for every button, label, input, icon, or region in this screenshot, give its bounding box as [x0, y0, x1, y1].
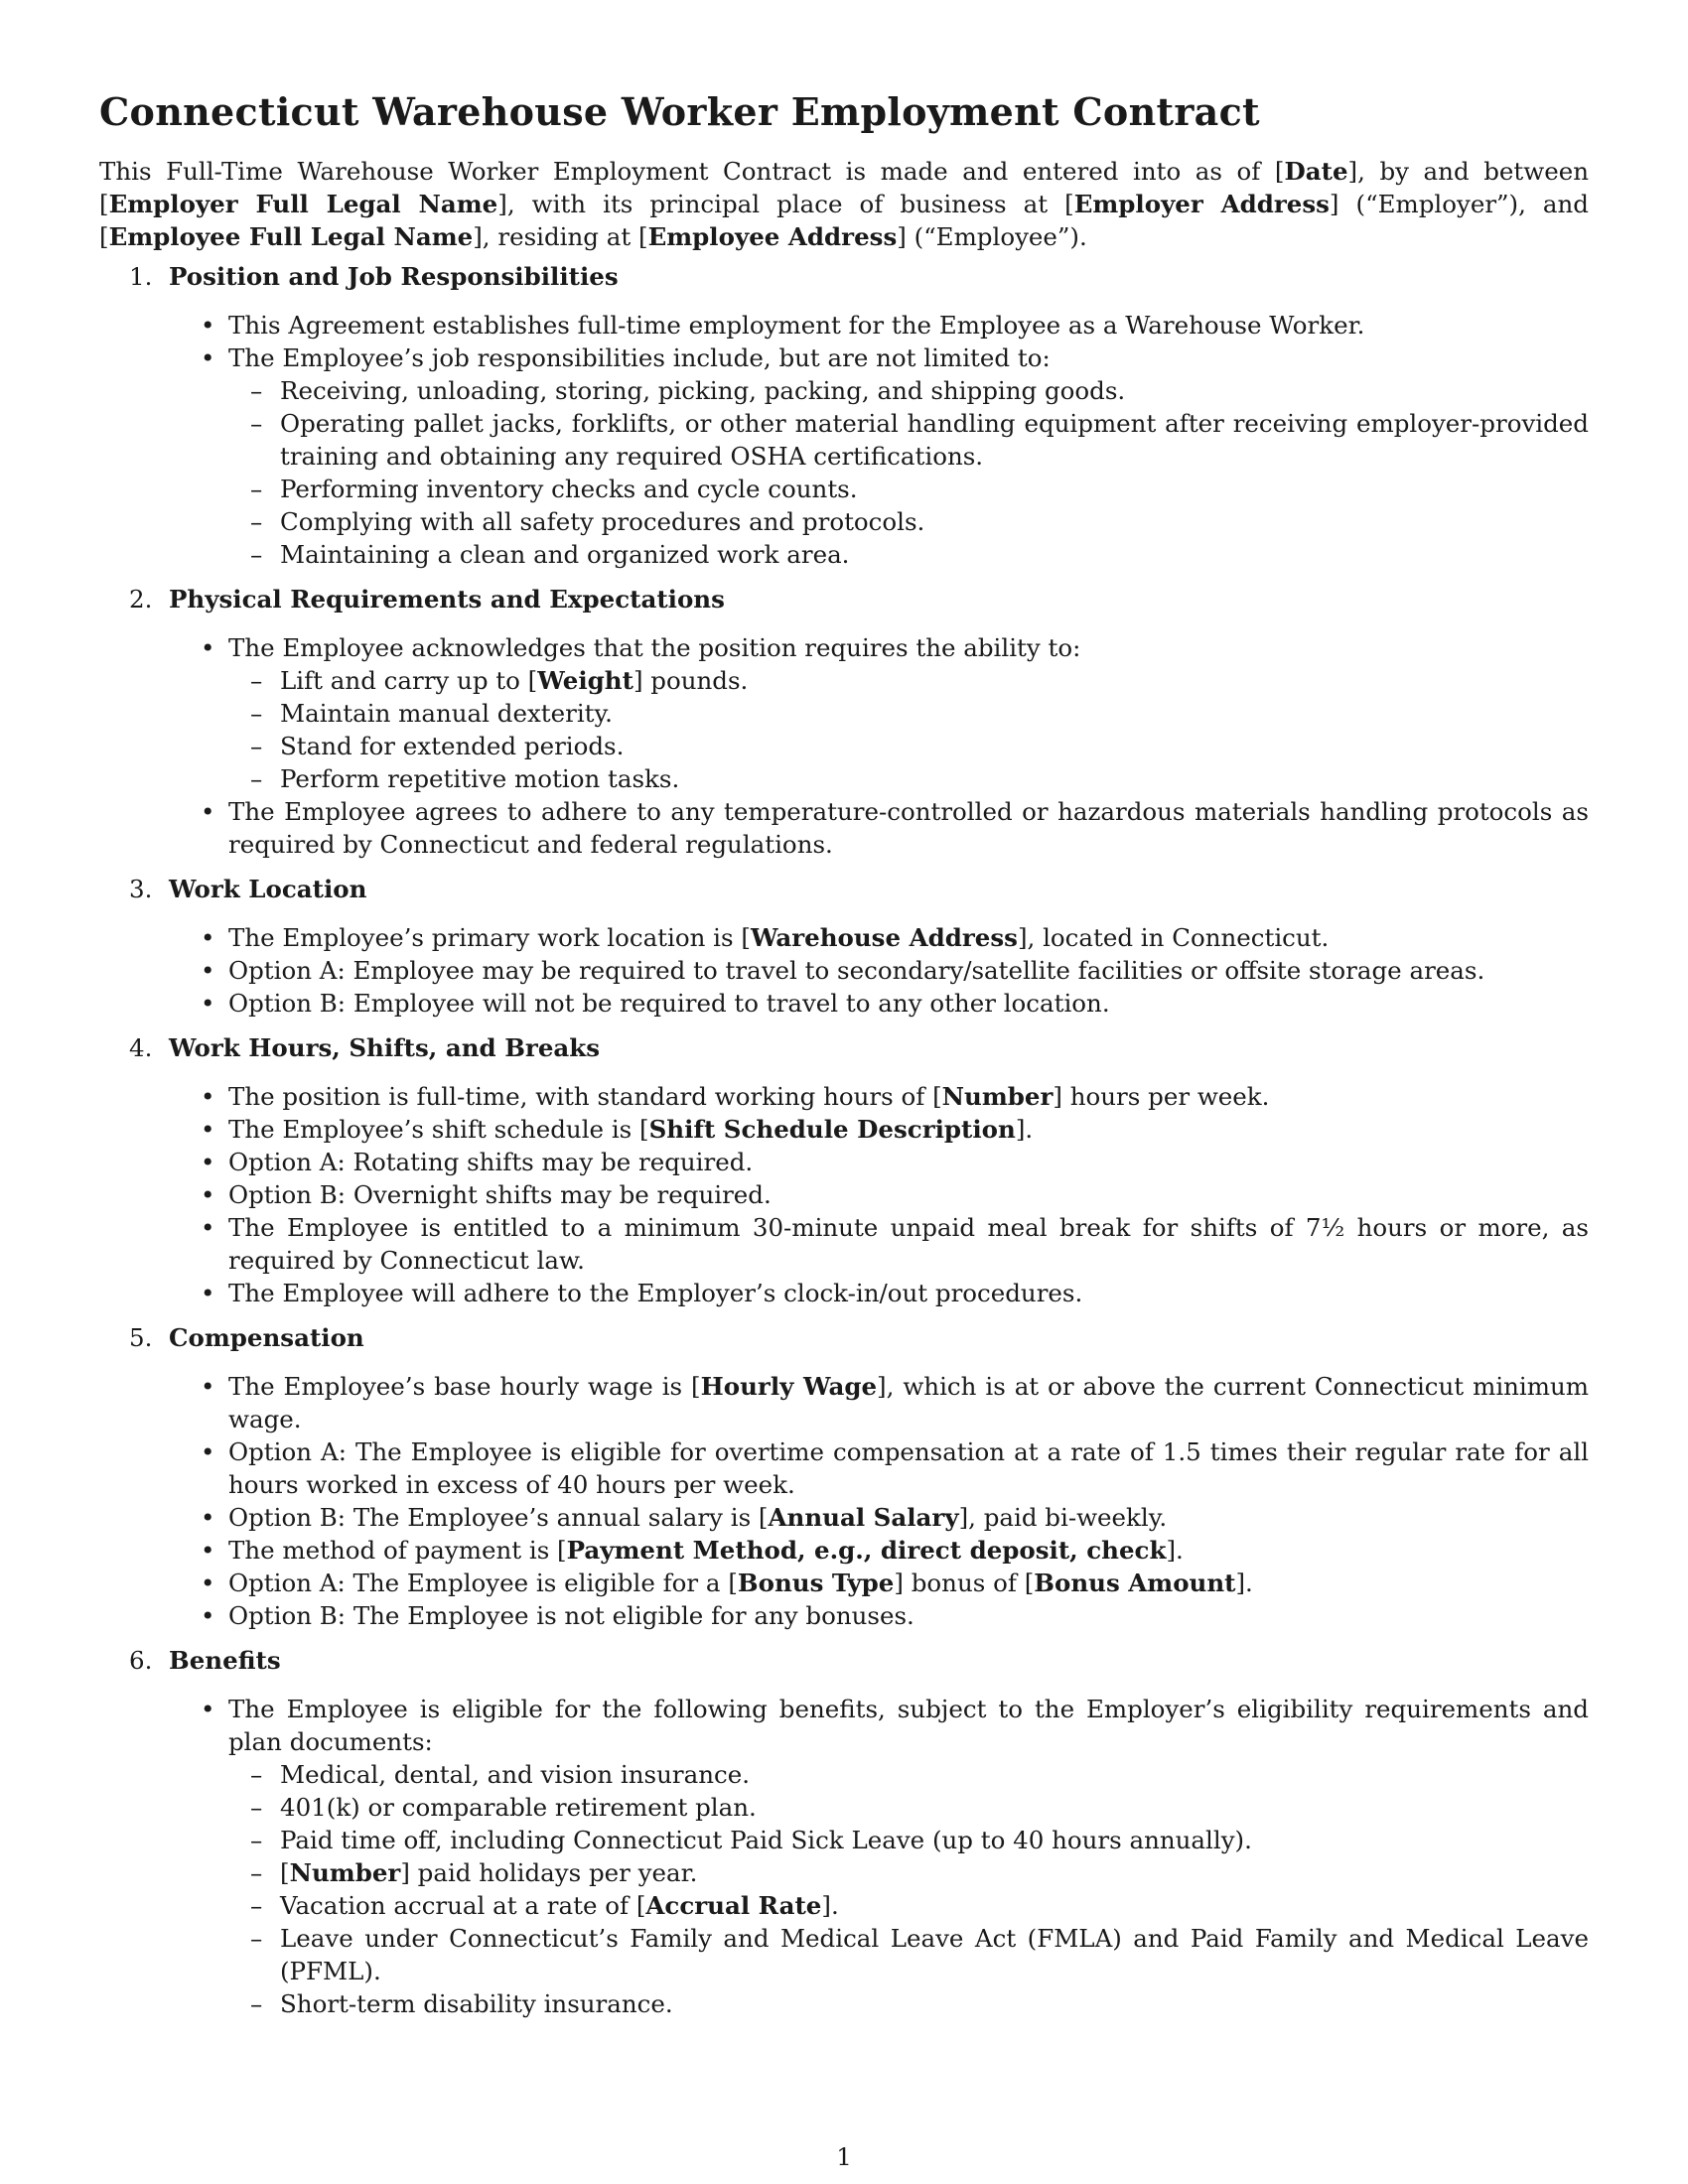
list-item: • Option B: Overnight shifts may be required. [169, 1178, 1589, 1211]
section-title: Work Location [169, 875, 367, 903]
sub-list-item: – Maintain manual dexterity. [228, 697, 1589, 730]
bullet-list [169, 921, 1589, 1020]
list-item: • The Employee’s shift schedule is [Shift Schedule Description]. [169, 1113, 1589, 1146]
placeholder-employer-name: Employer Full Legal Name [108, 190, 498, 218]
placeholder-holidays-number: Number [289, 1858, 401, 1887]
sub-list-item: – Medical, dental, and vision insurance. [228, 1758, 1589, 1791]
sub-list-item: – Operating pallet jacks, forklifts, or other material handling equipment after receiving employer-provided training and obtaining any required OSHA certifications. [228, 407, 1589, 473]
sub-list-item: – Perform repetitive motion tasks. [228, 762, 1589, 795]
section-work-hours [99, 1031, 1589, 1309]
sub-list-item: – Vacation accrual at a rate of [Accrual Rate]. [228, 1889, 1589, 1922]
section-title: Physical Requirements and Expectations [169, 585, 725, 614]
sub-list-item: – Leave under Connecticut’s Family and Medical Leave Act (FMLA) and Paid Family and Medical Leave (PFML). [228, 1922, 1589, 1987]
section-number: 3. [129, 875, 153, 903]
section-work-location [99, 873, 1589, 1020]
section-benefits [99, 1644, 1589, 2020]
sub-list-item: – Receiving, unloading, storing, picking, packing, and shipping goods. [228, 374, 1589, 407]
placeholder-hours-number: Number [941, 1082, 1054, 1111]
list-item: • The Employee is eligible for the following benefits, subject to the Employer’s eligibility requirements and plan documents: – Medical, dental, and vision insurance. – 401(k) or comparable retirement plan. – Paid time off, including Connecticut Paid Sick Leave (up to 40 hours annually). – [Number] paid holidays per year. – Vacation accrual at a rate of [Accrual Rate]. – Leave under Connecticut’s Family and Medical Leave Act (FMLA) and Paid Family and Medical Leave (PFML). – Short-term disability insurance. [169, 1693, 1589, 2020]
sub-list-item: – Performing inventory checks and cycle counts. [228, 473, 1589, 505]
placeholder-weight: Weight [537, 666, 633, 695]
placeholder-employee-name: Employee Full Legal Name [108, 222, 474, 251]
section-number: 5. [129, 1323, 153, 1352]
list-item: • Option B: Employee will not be required to travel to any other location. [169, 987, 1589, 1020]
list-item: • The Employee’s primary work location is [Warehouse Address], located in Connecticut. [169, 921, 1589, 954]
section-title: Benefits [169, 1646, 281, 1675]
placeholder-date: Date [1284, 157, 1348, 186]
section-title: Work Hours, Shifts, and Breaks [169, 1033, 601, 1062]
list-item: • The Employee’s job responsibilities include, but are not limited to: – Receiving, unloading, storing, picking, packing, and shipping goods. – Operating pallet jacks, forklifts, or other material handling equipment after receiving employer-provided training and obtaining any required OSHA certifications. – Performing inventory checks and cycle counts. – Complying with all safety procedures and protocols. – Maintaining a clean and organized work area. [169, 341, 1589, 571]
placeholder-bonus-amount: Bonus Amount [1034, 1569, 1236, 1597]
list-item: • The position is full-time, with standard working hours of [Number] hours per week. [169, 1080, 1589, 1113]
document-page [99, 85, 1589, 2032]
sub-list [228, 664, 1589, 795]
list-item: • Option A: Employee may be required to travel to secondary/satellite facilities or offsite storage areas. [169, 954, 1589, 987]
list-item: • Option B: The Employee is not eligible for any bonuses. [169, 1599, 1589, 1632]
sub-list [228, 374, 1589, 571]
placeholder-employee-address: Employee Address [647, 222, 898, 251]
section-number: 6. [129, 1646, 153, 1675]
sub-list-item: – Short-term disability insurance. [228, 1987, 1589, 2020]
section-number: 1. [129, 262, 153, 291]
placeholder-accrual-rate: Accrual Rate [645, 1891, 822, 1920]
sections-list [99, 260, 1589, 2020]
section-title: Compensation [169, 1323, 364, 1352]
sub-list-item: – Maintaining a clean and organized work area. [228, 538, 1589, 571]
bullet-list [169, 1080, 1589, 1309]
section-compensation [99, 1321, 1589, 1632]
bullet-list [169, 1693, 1589, 2020]
section-number: 4. [129, 1033, 153, 1062]
list-item: • The Employee acknowledges that the position requires the ability to: – Lift and carry up to [Weight] pounds. – Maintain manual dexterity. – Stand for extended periods. – Perform repetitive motion tasks. [169, 631, 1589, 795]
section-title: Position and Job Responsibilities [169, 262, 619, 291]
page-title: Connecticut Warehouse Worker Employment Contract [99, 89, 1260, 134]
placeholder-hourly-wage: Hourly Wage [700, 1372, 878, 1401]
placeholder-annual-salary: Annual Salary [768, 1503, 959, 1532]
list-item: • Option A: Rotating shifts may be required. [169, 1146, 1589, 1178]
intro-paragraph: This Full-Time Warehouse Worker Employment Contract is made and entered into as of [Date], by and between [Employer Full Legal Name], with its principal place of business at [Employer Address] (“Employer”), and [Employee Full Legal Name], residing at [Employee Address] (“Employee”). [99, 157, 1589, 251]
section-physical-requirements [99, 583, 1589, 861]
section-number: 2. [129, 585, 153, 614]
list-item: • This Agreement establishes full-time employment for the Employee as a Warehouse Worker. [169, 309, 1589, 341]
bullet-list [169, 1370, 1589, 1632]
bullet-list [169, 309, 1589, 571]
sub-list-item: – Stand for extended periods. [228, 730, 1589, 762]
placeholder-shift-schedule: Shift Schedule Description [648, 1115, 1016, 1144]
page-number: 1 [836, 2142, 852, 2171]
placeholder-bonus-type: Bonus Type [737, 1569, 895, 1597]
placeholder-employer-address: Employer Address [1073, 190, 1330, 218]
sub-list-item: – 401(k) or comparable retirement plan. [228, 1791, 1589, 1824]
list-item: • The Employee agrees to adhere to any temperature-controlled or hazardous materials handling protocols as required by Connecticut and federal regulations. [169, 795, 1589, 861]
list-item: • The method of payment is [Payment Method, e.g., direct deposit, check]. [169, 1534, 1589, 1567]
list-item: • The Employee is entitled to a minimum 30-minute unpaid meal break for shifts of 7½ hours or more, as required by Connecticut law. [169, 1211, 1589, 1277]
list-item: • Option B: The Employee’s annual salary is [Annual Salary], paid bi-weekly. [169, 1501, 1589, 1534]
section-position [99, 260, 1589, 571]
sub-list-item: – Lift and carry up to [Weight] pounds. [228, 664, 1589, 697]
list-item: • The Employee will adhere to the Employer’s clock-in/out procedures. [169, 1277, 1589, 1309]
list-item: • Option A: The Employee is eligible for a [Bonus Type] bonus of [Bonus Amount]. [169, 1567, 1589, 1599]
sub-list-item: – Paid time off, including Connecticut Paid Sick Leave (up to 40 hours annually). [228, 1824, 1589, 1856]
placeholder-payment-method: Payment Method, e.g., direct deposit, check [566, 1536, 1167, 1565]
list-item: • The Employee’s base hourly wage is [Hourly Wage], which is at or above the current Connecticut minimum wage. [169, 1370, 1589, 1435]
sub-list-item: – [Number] paid holidays per year. [228, 1856, 1589, 1889]
bullet-list [169, 631, 1589, 861]
sub-list-item: – Complying with all safety procedures and protocols. [228, 505, 1589, 538]
placeholder-warehouse-address: Warehouse Address [750, 923, 1018, 952]
sub-list [228, 1758, 1589, 2020]
list-item: • Option A: The Employee is eligible for overtime compensation at a rate of 1.5 times their regular rate for all hours worked in excess of 40 hours per week. [169, 1435, 1589, 1501]
